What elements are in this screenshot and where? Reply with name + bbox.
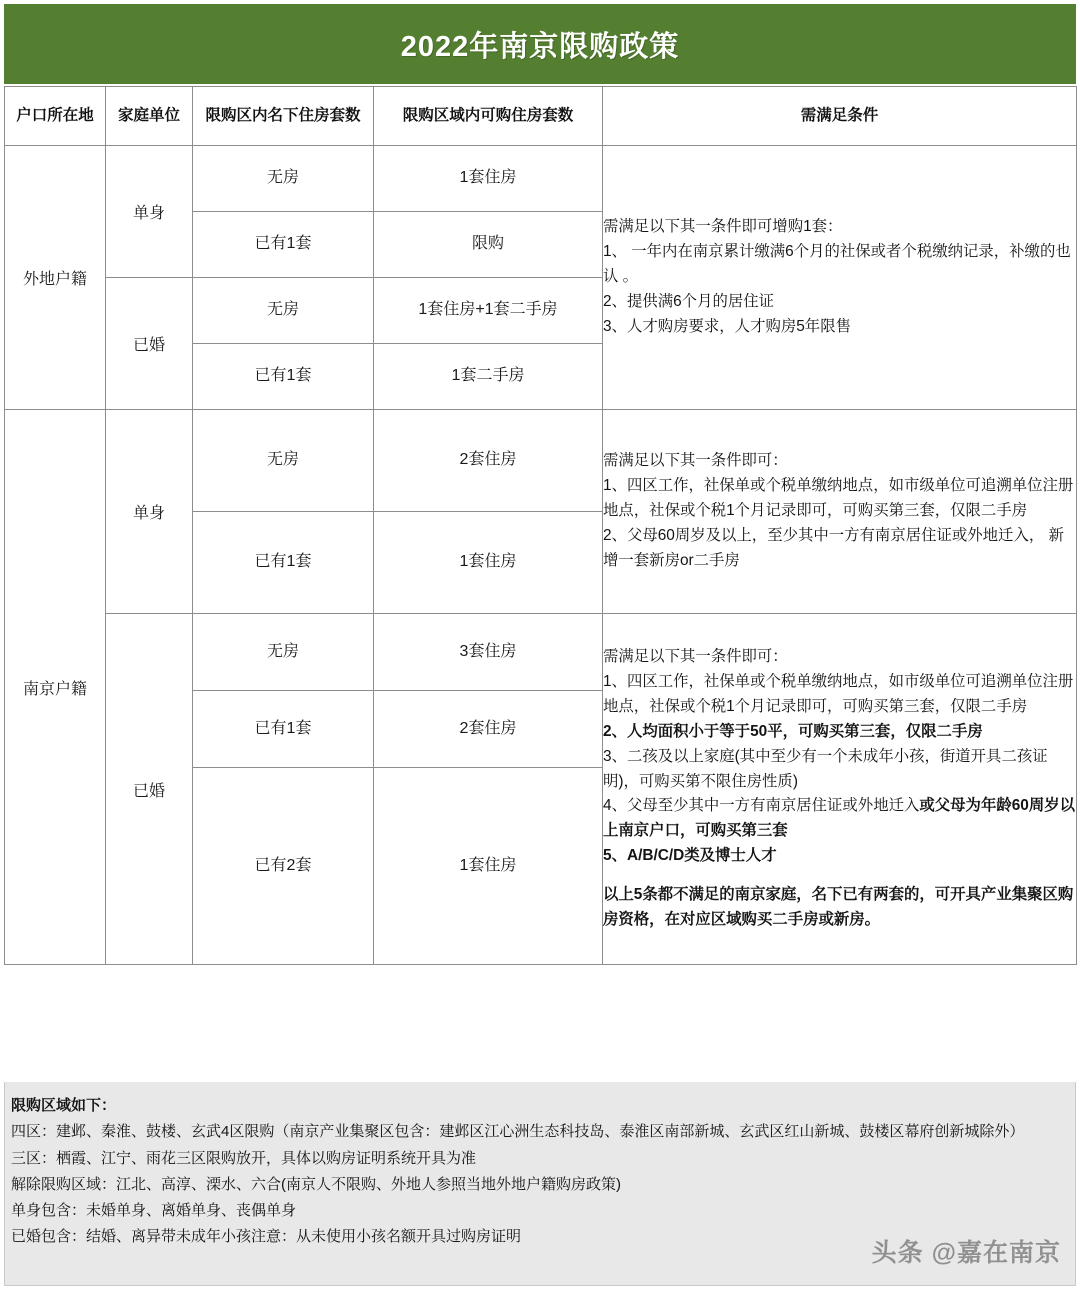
conditions-item-mixed — [603, 794, 1076, 844]
owned-count-cell: 已有2套 — [193, 768, 374, 965]
family-unit-married: 已婚 — [106, 278, 193, 410]
conditions-cell-waidi — [603, 146, 1077, 410]
purchasable-count-cell: 1套二手房 — [374, 344, 603, 410]
table-header-row — [5, 87, 1077, 146]
header-purchasable-count: 限购区域内可购住房套数 — [374, 87, 603, 146]
conditions-item: 1、 一年内在南京累计缴满6个月的社保或者个税缴纳记录，补缴的也认 。 — [603, 243, 1071, 286]
purchasable-count-cell: 1套住房 — [374, 768, 603, 965]
residency-label-waidi: 外地户籍 — [5, 146, 106, 410]
purchasable-count-cell: 1套住房 — [374, 146, 603, 212]
conditions-item-plain-part: 4、父母至少其中一方有南京居住证或外地迁入 — [603, 797, 920, 815]
conditions-intro: 需满足以下其一条件即可： — [603, 647, 788, 665]
family-unit-married: 已婚 — [106, 614, 193, 965]
purchasable-count-cell: 2套住房 — [374, 691, 603, 768]
conditions-cell-nanjing-married — [603, 614, 1077, 965]
table-row — [5, 146, 1077, 212]
notes-line: 四区：建邺、秦淮、鼓楼、玄武4区限购（南京产业集聚区包含：建邺区江心洲生态科技岛、泰淮区南部新城、玄武区红山新城、鼓楼区幕府创新城除外） — [11, 1123, 1025, 1141]
notes-block — [4, 1082, 1076, 1286]
owned-count-cell: 无房 — [193, 410, 374, 512]
conditions-item: 5、A/B/C/D类及博士人才 — [603, 847, 777, 865]
purchasable-count-cell: 1套住房+1套二手房 — [374, 278, 603, 344]
conditions-spacer — [603, 869, 1076, 883]
table-row — [5, 410, 1077, 512]
header-owned-count: 限购区内名下住房套数 — [193, 87, 374, 146]
residency-label-nanjing: 南京户籍 — [5, 410, 106, 965]
purchasable-count-cell: 限购 — [374, 212, 603, 278]
owned-count-cell: 已有1套 — [193, 212, 374, 278]
owned-count-cell: 已有1套 — [193, 512, 374, 614]
conditions-item: 2、人均面积小于等于50平，可购买第三套，仅限二手房 — [603, 722, 983, 740]
conditions-intro: 需满足以下其一条件即可增购1套： — [603, 218, 843, 236]
conditions-cell-nanjing-single — [603, 410, 1077, 614]
owned-count-cell: 已有1套 — [193, 344, 374, 410]
conditions-item: 2、父母60周岁及以上，至少其中一方有南京居住证或外地迁入， 新增一套新房or二手房 — [603, 526, 1064, 569]
purchasable-count-cell: 2套住房 — [374, 410, 603, 512]
header-conditions: 需满足条件 — [603, 87, 1077, 146]
conditions-item: 3、二孩及以上家庭(其中至少有一个未成年小孩，街道开具二孩证明)，可购买第不限住房性质) — [603, 747, 1048, 790]
conditions-item: 1、四区工作，社保单或个税单缴纳地点，如市级单位可追溯单位注册地点，社保或个税1个月记录即可，可购买第三套，仅限二手房 — [603, 672, 1074, 715]
family-unit-single: 单身 — [106, 146, 193, 278]
owned-count-cell: 无房 — [193, 614, 374, 691]
title-banner — [4, 4, 1076, 84]
header-residency: 户口所在地 — [5, 87, 106, 146]
conditions-intro: 需满足以下其一条件即可： — [603, 452, 788, 470]
purchase-policy-table — [4, 86, 1077, 965]
purchasable-count-cell: 1套住房 — [374, 512, 603, 614]
purchasable-count-cell: 3套住房 — [374, 614, 603, 691]
table-row — [5, 614, 1077, 691]
owned-count-cell: 已有1套 — [193, 691, 374, 768]
family-unit-single: 单身 — [106, 410, 193, 614]
conditions-item-bold-part: 或父母为年龄60周岁以上南京户口，可购买第三套 — [603, 797, 1076, 840]
notes-line: 解除限购区域：江北、高淳、溧水、六合(南京人不限购、外地人参照当地外地户籍购房政策) — [11, 1175, 621, 1193]
page-title: 2022年南京限购政策 — [400, 30, 680, 63]
notes-line: 单身包含：未婚单身、离婚单身、丧偶单身 — [11, 1202, 297, 1219]
owned-count-cell: 无房 — [193, 278, 374, 344]
conditions-item: 2、提供满6个月的居住证 — [603, 292, 775, 310]
conditions-item: 1、四区工作，社保单或个税单缴纳地点，如市级单位可追溯单位注册地点，社保或个税1个月记录即可，可购买第三套，仅限二手房 — [603, 477, 1074, 520]
header-family-unit: 家庭单位 — [106, 87, 193, 146]
notes-line: 三区：栖霞、江宁、雨花三区限购放开，具体以购房证明系统开具为准 — [11, 1149, 477, 1167]
watermark: 头条 @嘉在南京 — [871, 1239, 1061, 1267]
conditions-closing: 以上5条都不满足的南京家庭，名下已有两套的，可开具产业集聚区购房资格，在对应区域购买二手房或新房。 — [603, 886, 1074, 929]
notes-line: 已婚包含：结婚、离异带未成年小孩注意：从未使用小孩名额开具过购房证明 — [11, 1228, 522, 1246]
owned-count-cell: 无房 — [193, 146, 374, 212]
conditions-item: 3、人才购房要求，人才购房5年限售 — [603, 317, 851, 335]
notes-heading: 限购区域如下： — [11, 1097, 117, 1114]
